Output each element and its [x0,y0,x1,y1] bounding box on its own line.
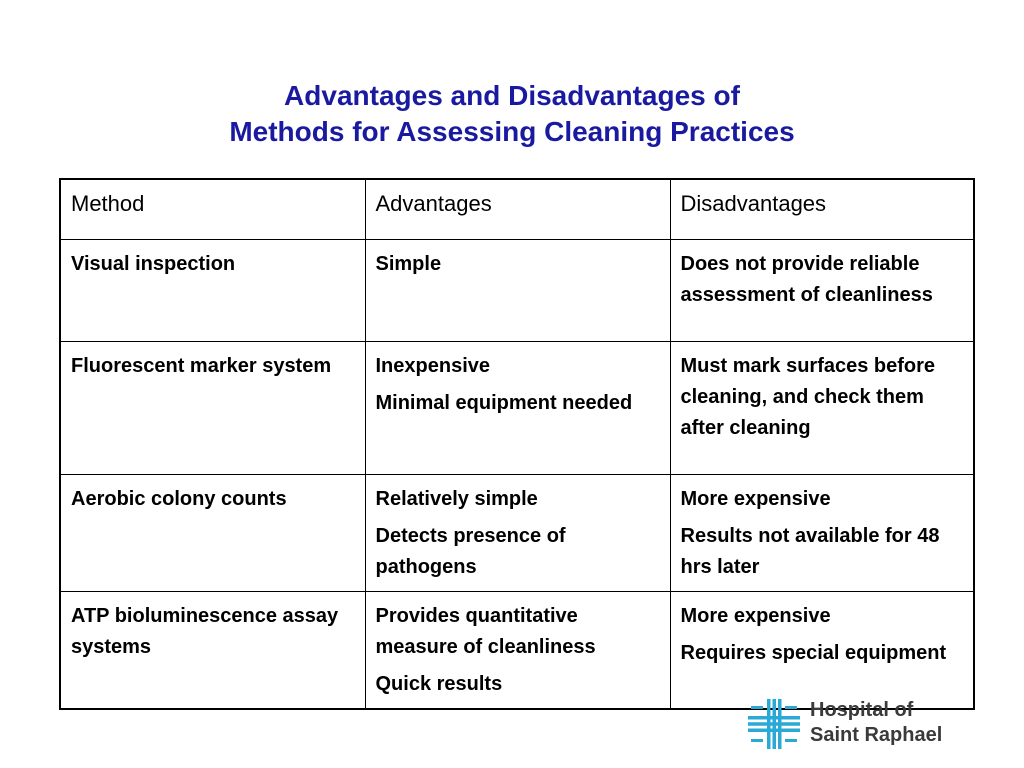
column-header-disadvantages: Disadvantages [670,179,974,239]
advantage-item: Detects presence of pathogens [375,524,566,578]
method-name: Visual inspection [71,252,236,275]
advantages-cell [365,239,670,341]
method-cell [60,341,365,474]
advantage-item: Relatively simple [375,487,538,510]
method-name: Fluorescent marker system [71,354,332,377]
column-header-advantages: Advantages [365,179,670,239]
method-name: Aerobic colony counts [71,487,287,510]
method-cell [60,239,365,341]
column-header-method: Method [60,179,365,239]
advantages-cell [365,341,670,474]
advantage-item: Simple [375,252,442,275]
advantage-item: Inexpensive [375,354,491,377]
advantages-cell [365,474,670,591]
table-row [60,591,974,709]
disadvantage-item: Must mark surfaces before cleaning, and check them after cleaning [680,354,936,439]
methods-comparison-table [59,178,975,710]
logo-line-1: Hospital of [810,699,914,721]
disadvantage-item: Requires special equipment [680,641,947,664]
hospital-cross-logo-icon [748,698,800,750]
disadvantage-item: Does not provide reliable assessment of cleanliness [680,252,933,306]
disadvantage-item: Results not available for 48 hrs later [680,524,940,578]
disadvantage-item: More expensive [680,487,831,510]
table-header-row [60,179,974,239]
table-row [60,341,974,474]
table-row [60,474,974,591]
method-cell [60,591,365,709]
hospital-logo-text [810,698,942,748]
disadvantages-cell [670,341,974,474]
advantages-cell [365,591,670,709]
disadvantages-cell [670,474,974,591]
slide-title-line-2: Methods for Assessing Cleaning Practices [229,116,795,147]
disadvantages-cell [670,591,974,709]
slide-title [0,78,1024,150]
method-cell [60,474,365,591]
hospital-logo [748,698,978,750]
advantage-item: Minimal equipment needed [375,391,633,414]
logo-line-2: Saint Raphael [810,724,943,746]
table-row [60,239,974,341]
advantage-item: Provides quantitative measure of cleanliness [375,604,596,658]
advantage-item: Quick results [375,672,503,695]
disadvantage-item: More expensive [680,604,831,627]
disadvantages-cell [670,239,974,341]
slide-title-line-1: Advantages and Disadvantages of [284,80,740,111]
method-name: ATP bioluminescence assay systems [71,604,339,658]
